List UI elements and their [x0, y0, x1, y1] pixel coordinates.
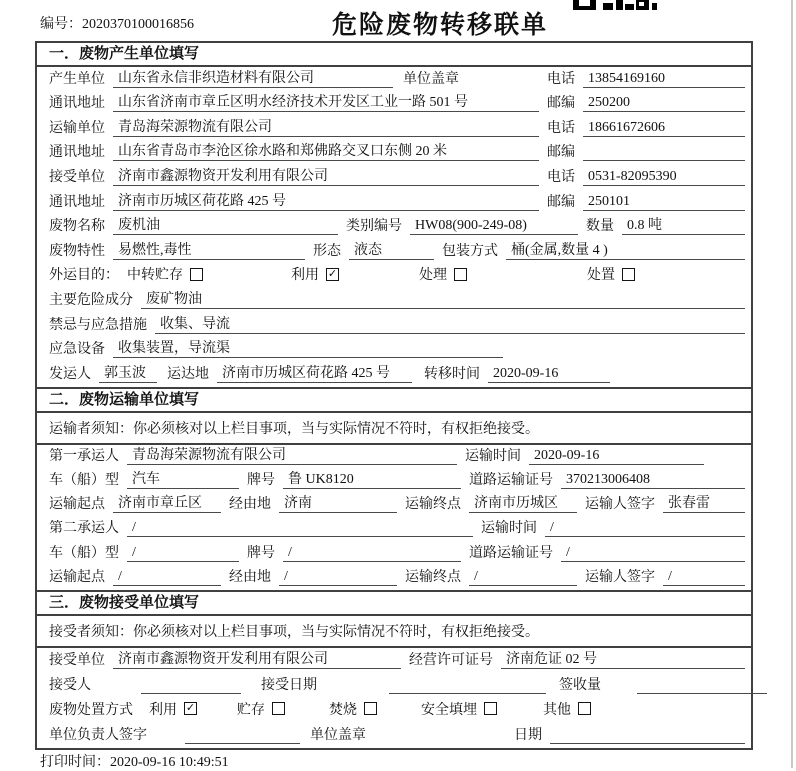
emergency-measures-label: 禁忌与应急措施 — [49, 317, 147, 333]
form-row-disposal-method — [37, 698, 751, 723]
serial-number-value: 2020370100016856 — [82, 17, 194, 32]
checkbox-dispose-box — [622, 268, 635, 281]
accept-person-value — [141, 677, 241, 694]
checkbox-disposal-storage-box — [272, 702, 285, 715]
transport-phone-value: 18661672606 — [583, 120, 745, 137]
checkbox-utilize-box: ✓ — [327, 267, 338, 280]
serial-number-label: 编号： — [40, 17, 82, 32]
waste-category-label: 类别编号 — [346, 219, 402, 235]
producer-postcode-value: 250200 — [583, 95, 745, 112]
receiver-unit-label: 接受单位 — [49, 169, 105, 185]
transporter-notice — [37, 413, 751, 445]
accept-person-label: 接受人 — [49, 677, 91, 693]
checkbox-transfer-storage-box — [190, 268, 203, 281]
route-origin-value: 济南市章丘区 — [113, 492, 221, 513]
transporter-notice-text: 运输者须知：你必须核对以上栏目事项，当与实际情况不符时，有权拒绝接受。 — [49, 421, 539, 437]
receiver-phone-value: 0531-82095390 — [583, 169, 745, 186]
emergency-measures-value: 收集、导流 — [155, 313, 745, 334]
route-via-label: 经由地 — [229, 497, 271, 513]
receiver-phone-label: 电话 — [547, 169, 575, 185]
transport-time-label: 运输时间 — [465, 448, 521, 464]
consignor-value: 郭玉波 — [99, 362, 157, 383]
receiver-notice — [37, 616, 751, 648]
checkbox-disposal-incinerate — [329, 699, 377, 719]
route-via-2-label: 经由地 — [229, 569, 271, 585]
qr-code-fragment-icon — [573, 0, 657, 16]
section-transporter-title: 二．废物运输单位填写 — [37, 387, 751, 413]
waste-form-label: 形态 — [313, 243, 341, 259]
vehicle-type-label: 车（船）型 — [49, 473, 119, 489]
window-right-edge — [791, 0, 793, 768]
form-row-outbound-purpose — [37, 264, 751, 289]
destination-value: 济南市历城区荷花路 425 号 — [217, 362, 412, 383]
section-transporter — [37, 387, 751, 590]
transport-time-value: 2020-09-16 — [529, 448, 704, 465]
emergency-equipment-value: 收集装置，导流渠 — [113, 337, 503, 358]
checkbox-disposal-utilize-label: 利用 — [149, 702, 177, 718]
form-row-consignor — [37, 362, 751, 387]
transport-phone-label: 电话 — [547, 120, 575, 136]
receiver-postcode-label: 邮编 — [547, 194, 575, 210]
transfer-form-table — [35, 41, 753, 750]
route-end-2-value: / — [469, 569, 577, 586]
form-row-accept-unit — [37, 648, 751, 673]
checkbox-disposal-utilize-box: ✓ — [185, 702, 196, 715]
form-row-waste-property — [37, 239, 751, 264]
waste-category-value: HW08(900-249-08) — [410, 218, 578, 235]
producer-phone-label: 电话 — [547, 71, 575, 87]
form-row-route-2 — [37, 566, 751, 590]
form-row-responsible-signature — [37, 723, 751, 748]
responsible-signature-label: 单位负责人签字 — [49, 727, 147, 743]
waste-form-value: 液态 — [349, 239, 434, 260]
date-label: 日期 — [514, 727, 542, 743]
checkbox-disposal-incinerate-label: 焚烧 — [329, 702, 357, 718]
checkbox-dispose — [587, 264, 635, 284]
accept-unit-label: 接受单位 — [49, 652, 105, 668]
receiver-postcode-value: 250101 — [583, 194, 745, 211]
form-row-transport-unit — [37, 116, 751, 141]
carrier-signature-label: 运输人签字 — [585, 497, 655, 513]
form-row-producer-address — [37, 92, 751, 117]
transport-postcode-label: 邮编 — [547, 145, 575, 161]
section-receiver-title: 三．废物接受单位填写 — [37, 590, 751, 616]
license-number-label: 经营许可证号 — [409, 652, 493, 668]
accept-date-label: 接受日期 — [261, 677, 317, 693]
checkbox-dispose-label: 处置 — [587, 268, 615, 284]
destination-label: 运达地 — [167, 366, 209, 382]
transport-unit-value: 青岛海荣源物流有限公司 — [113, 116, 539, 137]
route-end-label: 运输终点 — [405, 497, 461, 513]
form-row-first-carrier — [37, 445, 751, 469]
checkbox-transfer-storage-label: 中转贮存 — [127, 268, 183, 284]
plate-number-2-label: 牌号 — [247, 545, 275, 561]
transport-time-2-value: / — [545, 520, 745, 537]
producer-phone-value: 13854169160 — [583, 71, 745, 88]
transfer-time-label: 转移时间 — [424, 366, 480, 382]
transport-address-value: 山东省青岛市李沧区徐水路和郑佛路交叉口东侧 20 米 — [113, 140, 539, 161]
consignor-label: 发运人 — [49, 366, 91, 382]
checkbox-disposal-storage — [237, 699, 285, 719]
accept-date-value — [389, 677, 546, 694]
form-row-route-1 — [37, 493, 751, 517]
checkbox-disposal-incinerate-box — [364, 702, 377, 715]
unit-seal-label: 单位盖章 — [403, 71, 459, 87]
form-row-receiver-address — [37, 190, 751, 215]
producer-unit-value: 山东省永信非织造材料有限公司 — [113, 67, 393, 88]
form-row-vehicle-1 — [37, 469, 751, 493]
form-row-vehicle-2 — [37, 541, 751, 565]
disposal-method-label: 废物处置方式 — [49, 702, 133, 718]
section-receiver — [37, 590, 751, 748]
checkbox-disposal-utilize — [149, 699, 197, 719]
unit-seal-2-label: 单位盖章 — [310, 727, 366, 743]
form-row-producer-unit — [37, 67, 751, 92]
carrier-signature-2-label: 运输人签字 — [585, 569, 655, 585]
checkbox-treat-label: 处理 — [419, 268, 447, 284]
plate-number-label: 牌号 — [247, 473, 275, 489]
checkbox-treat-box — [454, 268, 467, 281]
transport-postcode-value — [583, 144, 745, 161]
plate-number-2-value: / — [283, 545, 461, 562]
first-carrier-value: 青岛海荣源物流有限公司 — [127, 444, 457, 465]
hazard-component-value: 废矿物油 — [141, 288, 745, 309]
signed-quantity-label: 签收量 — [559, 677, 601, 693]
form-row-hazard-component — [37, 288, 751, 313]
form-row-emergency-equipment — [37, 338, 751, 363]
checkbox-utilize — [291, 264, 339, 284]
vehicle-type-2-label: 车（船）型 — [49, 545, 119, 561]
producer-address-label: 通讯地址 — [49, 96, 105, 112]
route-origin-2-value: / — [113, 569, 221, 586]
plate-number-value: 鲁 UK8120 — [283, 468, 461, 489]
form-row-waste-name — [37, 215, 751, 240]
transport-address-label: 通讯地址 — [49, 145, 105, 161]
checkbox-disposal-other-box — [578, 702, 591, 715]
print-time-value: 2020-09-16 10:49:51 — [110, 755, 229, 770]
print-time — [40, 751, 229, 771]
route-end-2-label: 运输终点 — [405, 569, 461, 585]
print-time-label: 打印时间： — [40, 755, 110, 770]
emergency-equipment-label: 应急设备 — [49, 342, 105, 358]
license-number-value: 济南危证 02 号 — [501, 648, 745, 669]
waste-property-label: 废物特性 — [49, 243, 105, 259]
form-row-transport-address — [37, 141, 751, 166]
road-permit-value: 370213006408 — [561, 472, 745, 489]
route-end-value: 济南市历城区 — [469, 492, 577, 513]
carrier-signature-value: 张春雷 — [663, 492, 745, 513]
checkbox-disposal-storage-label: 贮存 — [237, 702, 265, 718]
serial-number — [40, 13, 194, 33]
waste-property-value: 易燃性,毒性 — [113, 239, 305, 260]
packing-method-value: 桶(金属,数量 4 ) — [506, 239, 745, 260]
checkbox-disposal-landfill-box — [484, 702, 497, 715]
form-row-accept-person — [37, 673, 751, 698]
waste-quantity-label: 数量 — [586, 219, 614, 235]
first-carrier-label: 第一承运人 — [49, 448, 119, 464]
road-permit-2-value: / — [561, 545, 745, 562]
outbound-purpose-label: 外运目的： — [49, 268, 119, 284]
waste-quantity-value: 0.8 吨 — [622, 214, 745, 235]
route-via-2-value: / — [279, 569, 397, 586]
receiver-address-label: 通讯地址 — [49, 194, 105, 210]
responsible-signature-value — [185, 727, 300, 744]
vehicle-type-value: 汽车 — [127, 468, 239, 489]
checkbox-disposal-landfill — [421, 699, 497, 719]
date-value — [550, 727, 745, 744]
checkbox-treat — [419, 264, 467, 284]
checkbox-disposal-other-label: 其他 — [543, 702, 571, 718]
second-carrier-value: / — [127, 520, 473, 537]
receiver-notice-text: 接受者须知：你必须核对以上栏目事项，当与实际情况不符时，有权拒绝接受。 — [49, 624, 539, 640]
form-row-emergency-measures — [37, 313, 751, 338]
section-producer-title: 一．废物产生单位填写 — [37, 43, 751, 67]
checkbox-disposal-landfill-label: 安全填埋 — [421, 702, 477, 718]
checkbox-utilize-label: 利用 — [291, 268, 319, 284]
hazard-component-label: 主要危险成分 — [49, 292, 133, 308]
form-row-second-carrier — [37, 517, 751, 541]
producer-address-value: 山东省济南市章丘区明水经济技术开发区工业一路 501 号 — [113, 91, 539, 112]
page-title: 危险废物转移联单 — [331, 12, 549, 39]
second-carrier-label: 第二承运人 — [49, 521, 119, 537]
signed-quantity-value — [637, 677, 767, 694]
receiver-address-value: 济南市历城区荷花路 425 号 — [113, 190, 539, 211]
waste-name-label: 废物名称 — [49, 219, 105, 235]
producer-unit-label: 产生单位 — [49, 71, 105, 87]
packing-method-label: 包装方式 — [442, 243, 498, 259]
transport-time-2-label: 运输时间 — [481, 521, 537, 537]
accept-unit-value: 济南市鑫源物资开发利用有限公司 — [113, 648, 401, 669]
producer-postcode-label: 邮编 — [547, 96, 575, 112]
route-origin-2-label: 运输起点 — [49, 569, 105, 585]
route-origin-label: 运输起点 — [49, 497, 105, 513]
road-permit-2-label: 道路运输证号 — [469, 545, 553, 561]
checkbox-disposal-other — [543, 699, 591, 719]
section-producer — [37, 43, 751, 387]
road-permit-label: 道路运输证号 — [469, 473, 553, 489]
vehicle-type-2-value: / — [127, 545, 239, 562]
route-via-value: 济南 — [279, 492, 397, 513]
waste-name-value: 废机油 — [113, 214, 338, 235]
transport-unit-label: 运输单位 — [49, 120, 105, 136]
transfer-time-value: 2020-09-16 — [488, 366, 610, 383]
checkbox-transfer-storage — [127, 264, 203, 284]
carrier-signature-2-value: / — [663, 569, 745, 586]
form-row-receiver-unit — [37, 165, 751, 190]
receiver-unit-value: 济南市鑫源物资开发利用有限公司 — [113, 165, 539, 186]
